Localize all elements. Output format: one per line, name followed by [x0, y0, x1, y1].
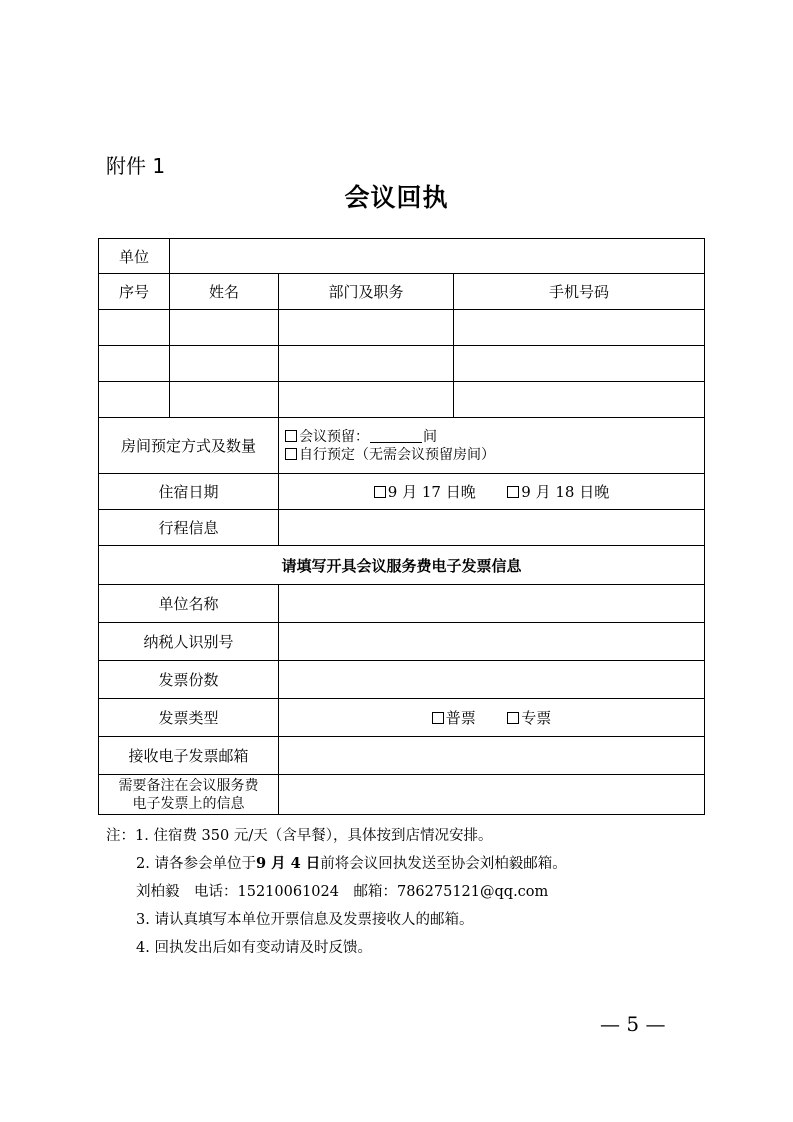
special-invoice-checkbox[interactable] — [507, 712, 519, 724]
reserved-checkbox[interactable] — [285, 430, 297, 442]
header-serial: 序号 — [99, 274, 170, 310]
page-number: — 5 — — [600, 1012, 666, 1036]
note-1: 注：1. 住宿费 350 元/天（含早餐），具体按到店情况安排。 — [106, 828, 493, 844]
note-3: 3. 请认真填写本单位开票信息及发票接收人的邮箱。 — [136, 912, 474, 928]
header-mobile: 手机号码 — [454, 274, 705, 310]
invoice-email-label: 接收电子发票邮箱 — [99, 737, 279, 775]
itinerary-label: 行程信息 — [99, 510, 279, 546]
unit-label: 单位 — [99, 239, 170, 274]
unit-input-cell[interactable] — [170, 239, 705, 274]
invoice-email-cell[interactable] — [279, 737, 705, 775]
attendee-cell[interactable] — [279, 346, 454, 382]
attendee-cell[interactable] — [99, 346, 170, 382]
note-contact: 刘柏毅 电话：15210061024 邮箱：786275121@qq.com — [136, 884, 549, 900]
room-option-reserved — [285, 428, 698, 446]
note-4: 4. 回执发出后如有变动请及时反馈。 — [136, 940, 372, 956]
room-option-self — [285, 446, 698, 464]
invoice-copies-label: 发票份数 — [99, 661, 279, 699]
attendee-cell[interactable] — [170, 346, 279, 382]
remarks-label-line2: 电子发票上的信息 — [132, 795, 245, 812]
stay-date-options — [279, 474, 705, 510]
invoice-remarks-label — [99, 775, 279, 815]
annex-label: 附件 1 — [106, 154, 166, 178]
note-2 — [106, 854, 726, 882]
normal-invoice-text: 普票 — [445, 709, 476, 727]
header-name: 姓名 — [170, 274, 279, 310]
note-2-after: 前将会议回执发送至协会刘柏毅邮箱。 — [320, 856, 567, 872]
stay-17-checkbox[interactable] — [374, 486, 386, 498]
note-2-before: 2. 请各参会单位于 — [136, 856, 256, 872]
table-header-row — [99, 274, 705, 310]
itinerary-input-cell[interactable] — [279, 510, 705, 546]
stay-18-text: 9 月 18 日晚 — [521, 483, 610, 501]
invoice-type-options — [279, 699, 705, 737]
invoice-remarks-cell[interactable] — [279, 775, 705, 815]
remarks-label-line1: 需要备注在会议服务费 — [118, 777, 259, 794]
room-booking-options — [279, 418, 705, 474]
stay-17-text: 9 月 17 日晚 — [387, 483, 476, 501]
normal-invoice-checkbox[interactable] — [432, 712, 444, 724]
reply-form-table — [98, 238, 705, 815]
invoice-copies-cell[interactable] — [279, 661, 705, 699]
table-row — [99, 310, 705, 346]
attendee-cell[interactable] — [279, 310, 454, 346]
attendee-cell[interactable] — [454, 382, 705, 418]
notes — [106, 826, 726, 966]
attendee-cell[interactable] — [279, 382, 454, 418]
attendee-cell[interactable] — [99, 310, 170, 346]
page-title: 会议回执 — [344, 183, 449, 212]
reserved-prefix: 会议预留： — [299, 428, 369, 445]
table-row — [99, 382, 705, 418]
room-booking-label: 房间预定方式及数量 — [99, 418, 279, 474]
invoice-section-heading: 请填写开具会议服务费电子发票信息 — [99, 546, 705, 585]
attendee-cell[interactable] — [170, 310, 279, 346]
note-2-deadline: 9 月 4 日 — [255, 855, 321, 872]
invoice-type-label: 发票类型 — [99, 699, 279, 737]
tax-id-cell[interactable] — [279, 623, 705, 661]
invoice-unit-name-cell[interactable] — [279, 585, 705, 623]
header-department-position: 部门及职务 — [279, 274, 454, 310]
self-booking-text: 自行预定（无需会议预留房间） — [299, 446, 495, 463]
self-booking-checkbox[interactable] — [285, 448, 297, 460]
attendee-cell[interactable] — [454, 346, 705, 382]
stay-18-checkbox[interactable] — [507, 486, 519, 498]
special-invoice-text: 专票 — [521, 709, 552, 727]
attendee-cell[interactable] — [170, 382, 279, 418]
reserved-suffix: 间 — [423, 428, 437, 445]
attendee-cell[interactable] — [454, 310, 705, 346]
attendee-cell[interactable] — [99, 382, 170, 418]
tax-id-label: 纳税人识别号 — [99, 623, 279, 661]
room-count-blank[interactable] — [370, 428, 422, 443]
table-row — [99, 346, 705, 382]
invoice-unit-name-label: 单位名称 — [99, 585, 279, 623]
stay-date-label: 住宿日期 — [99, 474, 279, 510]
